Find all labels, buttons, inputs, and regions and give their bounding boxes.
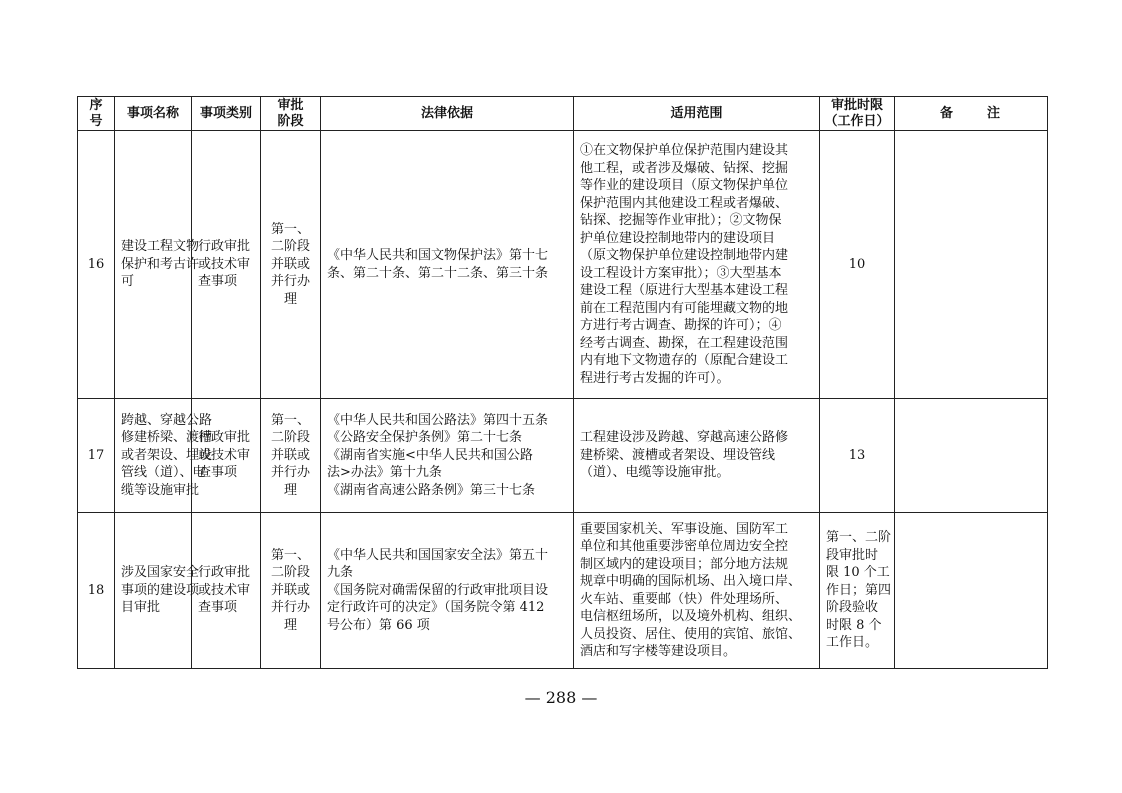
row-seq: 16	[78, 131, 115, 399]
table-row	[78, 131, 1048, 399]
row-legal-basis: 《中华人民共和国国家安全法》第五十 九条 《国务院对确需保留的行政审批项目设 定行政许可的决定》（国务院令第 412 号公布）第 66 项	[321, 513, 574, 669]
header-name: 事项名称	[115, 97, 192, 131]
row-remarks	[895, 399, 1048, 513]
header-time-limit: 审批时限 （工作日）	[820, 97, 895, 131]
page-number: — 288 —	[524, 688, 598, 707]
row-remarks	[895, 513, 1048, 669]
header-row	[78, 97, 1048, 131]
row-item-name: 涉及国家安全 事项的建设项 目审批	[115, 513, 192, 669]
row-seq: 18	[78, 513, 115, 669]
row-stage: 第一、 二阶段 并联或 并行办 理	[261, 131, 321, 399]
row-remarks	[895, 131, 1048, 399]
row-item-name: 建设工程文物 保护和考古许 可	[115, 131, 192, 399]
header-stage: 审批 阶段	[261, 97, 321, 131]
header-remarks: 备注	[895, 97, 1048, 131]
approval-items-table	[77, 96, 1048, 669]
header-scope: 适用范围	[574, 97, 820, 131]
table-row	[78, 513, 1048, 669]
row-scope: 重要国家机关、军事设施、国防军工 单位和其他重要涉密单位周边安全控 制区域内的建设项目；部分地方法规 规章中明确的国际机场、出入境口岸、 火车站、重要邮（快）件处理场所、 电信枢纽场所，以及境外机构、组织、 人员投资、居住、使用的宾馆、旅馆、 酒店和写字楼等建设项目。	[574, 513, 820, 669]
header-legal-basis: 法律依据	[321, 97, 574, 131]
row-time-limit: 第一、二阶 段审批时 限 10 个工 作日；第四 阶段验收 时限 8 个 工作日。	[820, 513, 895, 669]
header-category: 事项类别	[192, 97, 261, 131]
row-stage: 第一、 二阶段 并联或 并行办 理	[261, 399, 321, 513]
row-category: 行政审批 或技术审 查事项	[192, 513, 261, 669]
row-item-name: 跨越、穿越公路 修建桥梁、渡槽 或者架设、埋设 管线（道）、电 缆等设施审批	[115, 399, 192, 513]
row-scope: 工程建设涉及跨越、穿越高速公路修 建桥梁、渡槽或者架设、埋设管线 （道）、电缆等设施审批。	[574, 399, 820, 513]
row-legal-basis: 《中华人民共和国文物保护法》第十七 条、第二十条、第二十二条、第三十条	[321, 131, 574, 399]
row-time-limit: 13	[820, 399, 895, 513]
row-scope: ①在文物保护单位保护范围内建设其 他工程，或者涉及爆破、钻探、挖掘 等作业的建设项目（原文物保护单位 保护范围内其他建设工程或者爆破、 钻探、挖掘等作业审批）；②文物保 护单位建设控制地带内的建设项目 （原文物保护单位建设控制地带内建 设工程设计方案审批）；③大型基本 建设工程（原进行大型基本建设工程 前在工程范围内有可能埋藏文物的地 方进行考古调查、勘探的许可）；④ 经考古调查、勘探，在工程建设范围 内有地下文物遗存的（原配合建设工 程进行考古发掘的许可）。	[574, 131, 820, 399]
row-time-limit: 10	[820, 131, 895, 399]
row-stage: 第一、 二阶段 并联或 并行办 理	[261, 513, 321, 669]
table-row	[78, 399, 1048, 513]
row-legal-basis: 《中华人民共和国公路法》第四十五条 《公路安全保护条例》第二十七条 《湖南省实施<中华人民共和国公路 法>办法》第十九条 《湖南省高速公路条例》第三十七条	[321, 399, 574, 513]
row-category: 行政审批 或技术审 查事项	[192, 399, 261, 513]
row-category: 行政审批 或技术审 查事项	[192, 131, 261, 399]
header-seq: 序 号	[78, 97, 115, 131]
row-seq: 17	[78, 399, 115, 513]
